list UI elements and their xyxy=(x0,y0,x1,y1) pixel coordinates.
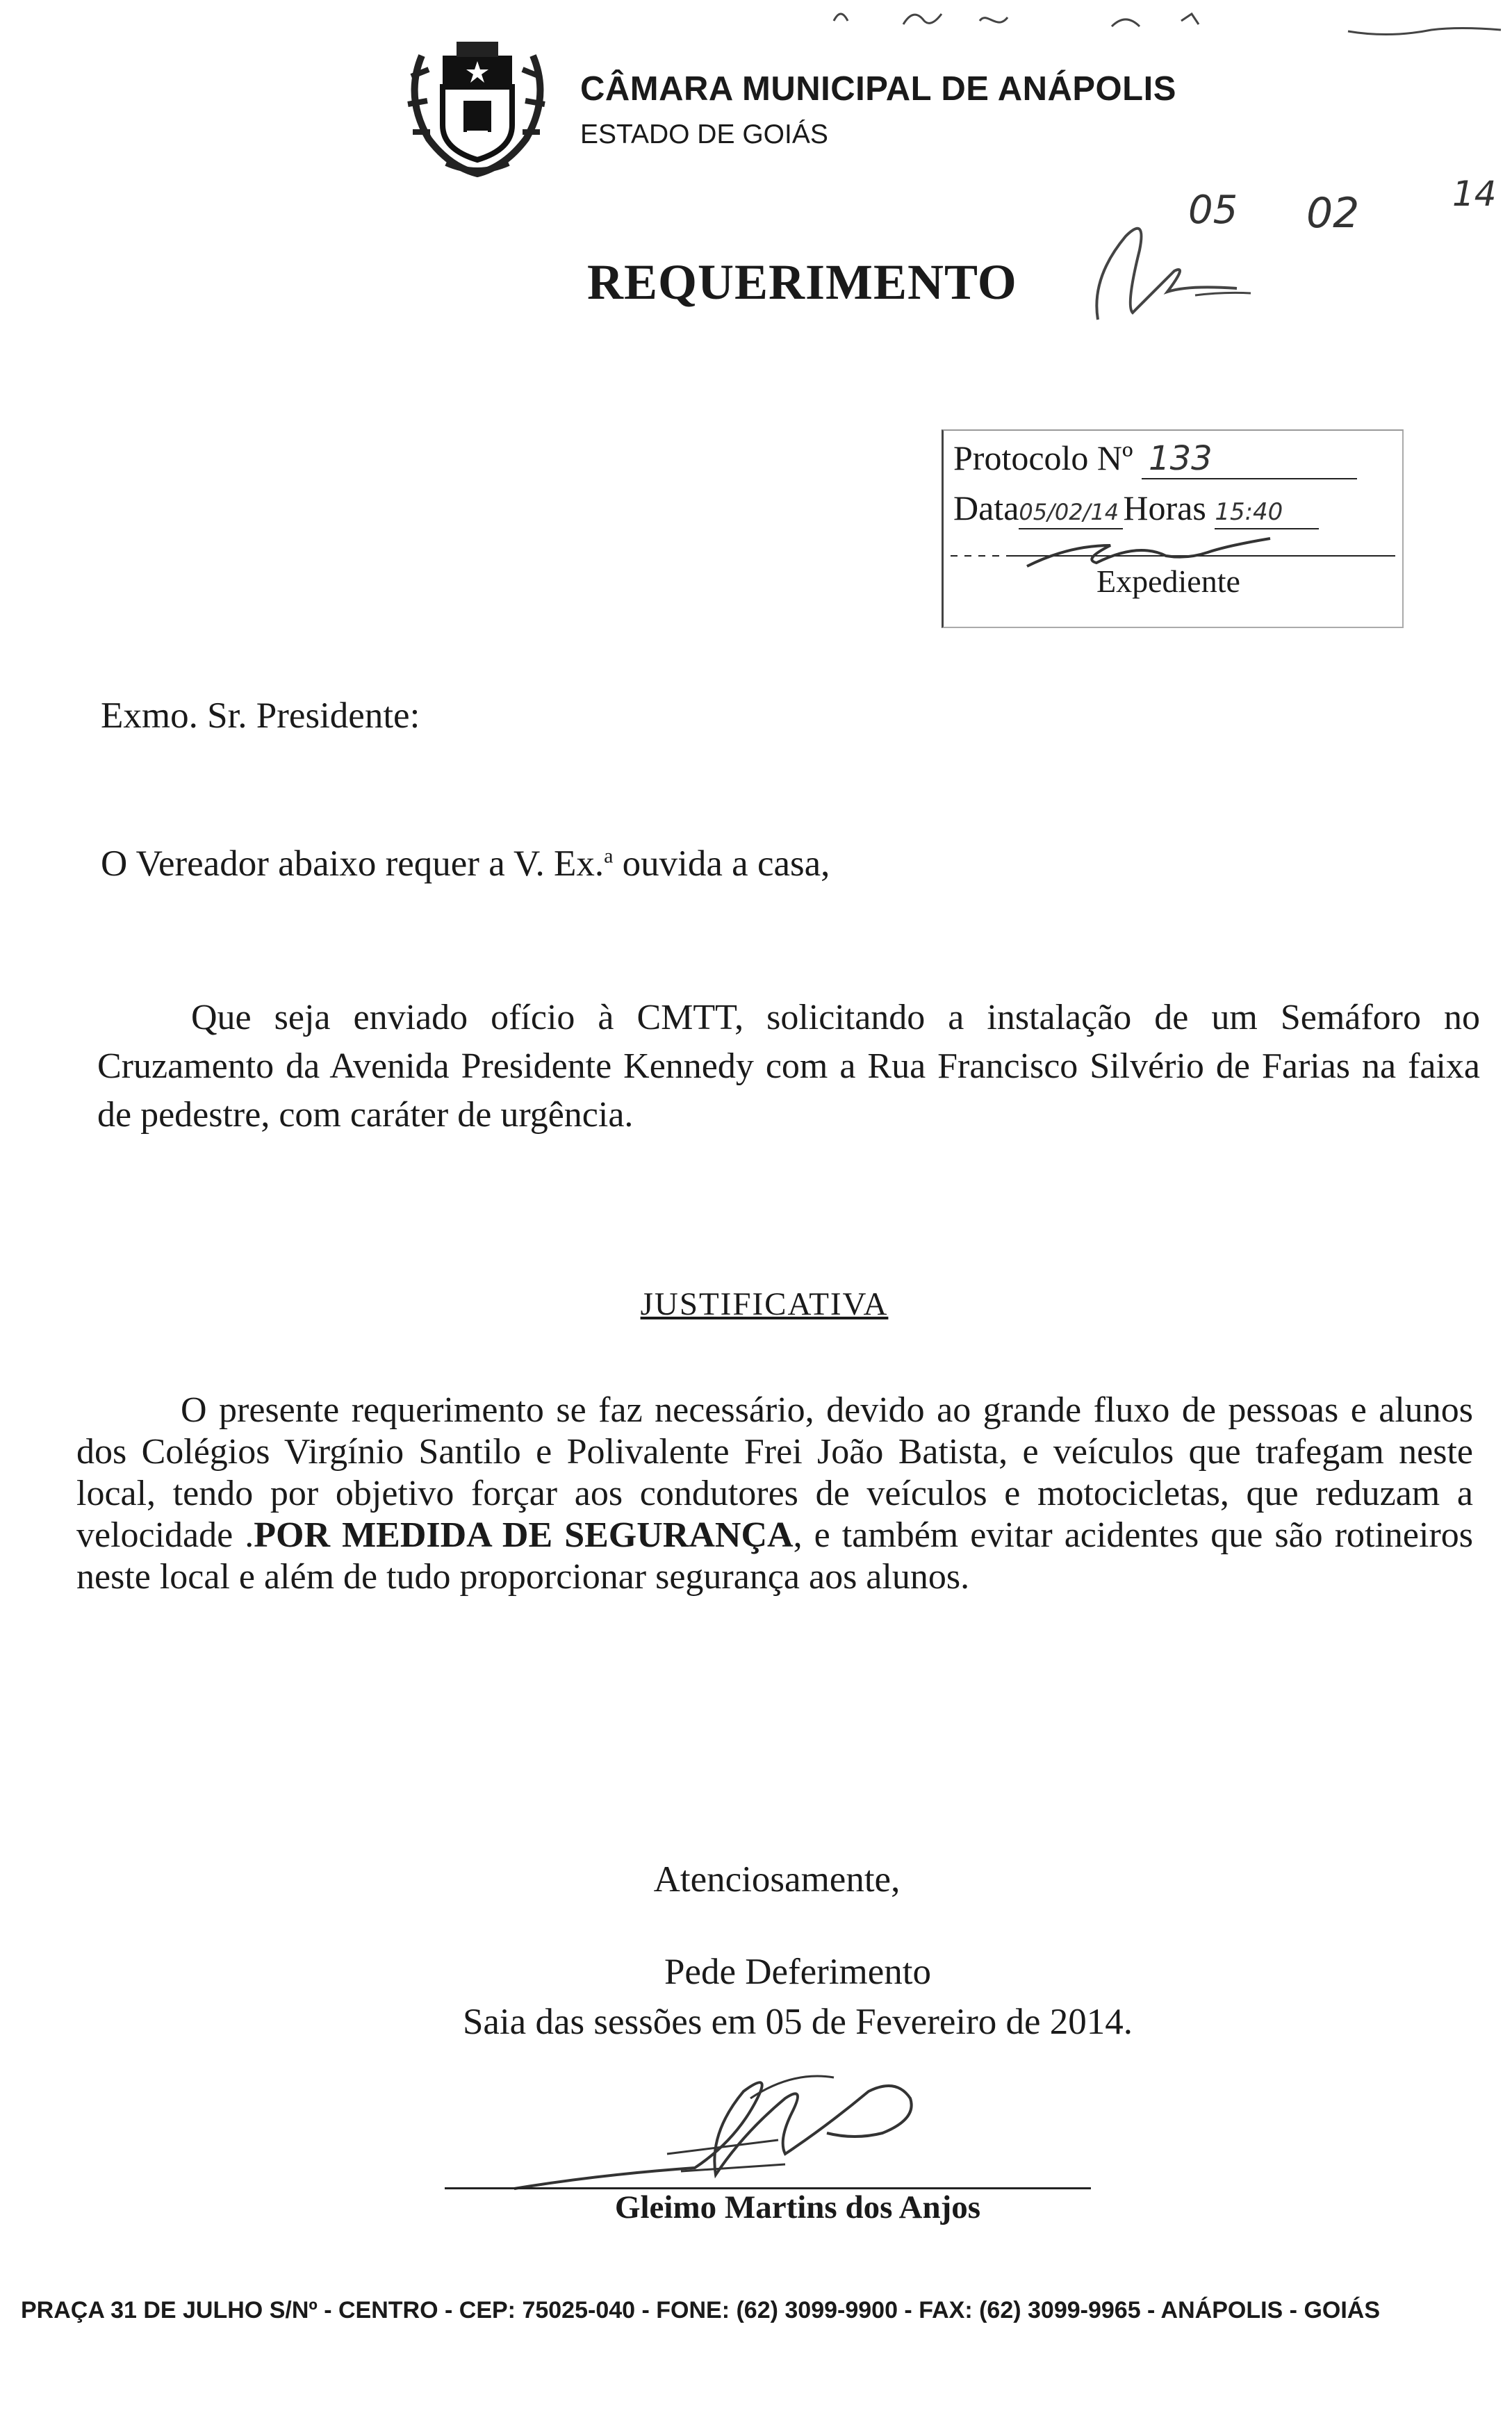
handwritten-signature xyxy=(459,2057,1028,2203)
top-margin-scribbles xyxy=(820,0,1512,42)
justification-part2: , e também evitar acidentes que são rotineiros neste local e além de tudo proporcionar segurança aos alunos. xyxy=(76,1515,1474,1597)
handwritten-initials-mark xyxy=(1084,174,1501,340)
closing-request: Pede Deferimento xyxy=(664,1952,932,1992)
request-text: Que seja enviado ofício à CMTT, solicitando a instalação de um Semáforo no Cruzamento da Avenida Presidente Kennedy com a Rua Francisco Silvério de Farias na faixa de pedestre, com caráter de urgência. xyxy=(97,998,1480,1135)
intro-superscript: a xyxy=(604,844,614,868)
justification-emphasis: POR MEDIDA DE SEGURANÇA xyxy=(254,1515,794,1555)
organization-state: ESTADO DE GOIÁS xyxy=(580,120,828,149)
signer-name: Gleimo Martins dos Anjos xyxy=(614,2189,981,2225)
handwritten-date-initials xyxy=(1084,174,1501,340)
municipal-crest-icon xyxy=(397,28,557,181)
protocol-hours-label: Horas xyxy=(1123,488,1206,527)
protocol-number-field xyxy=(1142,438,1357,479)
organization-name: CÂMARA MUNICIPAL DE ANÁPOLIS xyxy=(580,70,1176,108)
protocol-stamp-box xyxy=(942,429,1404,628)
handwritten-year: 14 xyxy=(1452,174,1497,214)
request-paragraph xyxy=(97,994,1480,1139)
protocol-number-row xyxy=(953,438,1357,479)
protocol-number-value: 133 xyxy=(1149,439,1213,478)
intro-line xyxy=(101,843,830,884)
handwritten-day: 05 xyxy=(1188,188,1238,233)
protocol-hours-field xyxy=(1215,488,1319,529)
protocol-date-value: 05/02/14 xyxy=(1019,499,1119,525)
intro-main: O Vereador abaixo requer a V. Ex. xyxy=(101,843,605,884)
document-title: REQUERIMENTO xyxy=(587,254,1017,310)
closing-greeting: Atenciosamente, xyxy=(653,1859,901,1900)
protocol-date-field xyxy=(1019,488,1123,529)
justification-title: JUSTIFICATIVA xyxy=(640,1286,889,1322)
closing-place-date: Saia das sessões em 05 de Fevereiro de 2014. xyxy=(462,2002,1133,2042)
justification-text xyxy=(76,1390,1473,1598)
protocol-hours-value: 15:40 xyxy=(1215,498,1283,526)
justification-paragraph xyxy=(76,1390,1473,1598)
justification-part1: O presente requerimento se faz necessário, devido ao grande fluxo de pessoas e alunos dos Colégios Virgínio Santilo e Polivalente Frei João Batista, e veículos que trafegam neste local, tendo por objetivo forçar aos condutores de veículos e motocicletas, que reduzam a velocidade . xyxy=(76,1390,1473,1555)
protocol-number-label: Protocolo Nº xyxy=(953,438,1133,477)
handwritten-month: 02 xyxy=(1306,189,1360,238)
intro-rest: ouvida a casa, xyxy=(613,843,830,884)
salutation: Exmo. Sr. Presidente: xyxy=(101,696,420,736)
protocol-date-row xyxy=(953,488,1319,529)
protocol-date-label: Data xyxy=(953,488,1019,527)
footer-address: PRAÇA 31 DE JULHO S/Nº - CENTRO - CEP: 75025-040 - FONE: (62) 3099-9900 - FAX: (62) 3099-9965 - ANÁPOLIS - GOIÁS xyxy=(21,2297,1381,2323)
protocol-department-label: Expediente xyxy=(1096,563,1240,599)
